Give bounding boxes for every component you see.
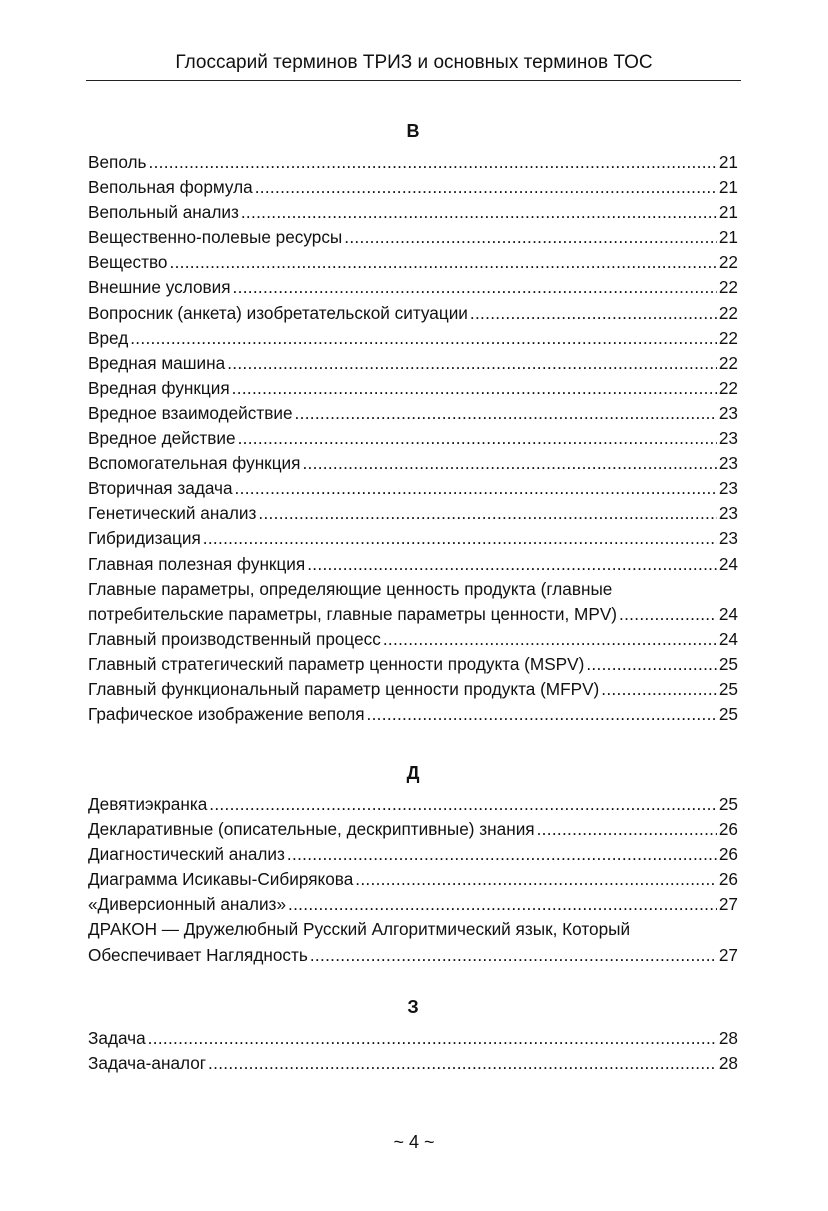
toc-entry-page: 23: [718, 402, 738, 423]
toc-entry-label: Вспомогательная функция: [88, 453, 301, 474]
toc-entry-page: 24: [718, 628, 738, 649]
toc-entry[interactable]: [88, 301, 738, 326]
dot-leader: [130, 326, 717, 351]
toc-entry[interactable]: [88, 401, 738, 426]
toc-entry[interactable]: [88, 501, 738, 526]
dot-leader: [208, 1051, 717, 1076]
toc-entry-page: 26: [718, 844, 738, 865]
toc-entry[interactable]: [88, 817, 738, 842]
toc-entry[interactable]: [88, 175, 738, 200]
toc-entry-page: 24: [718, 603, 738, 624]
toc-entry[interactable]: [88, 451, 738, 476]
dot-leader: [233, 275, 717, 300]
dot-leader: [310, 943, 717, 968]
toc-entry-label: Вредная функция: [88, 377, 230, 398]
toc-entry[interactable]: [88, 526, 738, 551]
dot-leader: [238, 426, 717, 451]
dot-leader: [287, 842, 717, 867]
toc-entry-page: 24: [718, 553, 738, 574]
toc-entry-page: 23: [718, 428, 738, 449]
toc-entry-label: Вопросник (анкета) изобретательской ситуации: [88, 302, 468, 323]
toc-entry-label: потребительские параметры, главные параметры ценности, MPV): [88, 603, 618, 624]
toc-entry-page: 27: [718, 894, 738, 915]
toc-entry-page: 23: [718, 528, 738, 549]
dot-leader: [258, 501, 716, 526]
dot-leader: [355, 867, 717, 892]
toc-entry-page: 22: [718, 252, 738, 273]
dot-leader: [302, 451, 716, 476]
toc-entry[interactable]: [88, 917, 738, 967]
dot-leader: [232, 376, 717, 401]
dot-leader: [470, 301, 717, 326]
toc-entry-page: 25: [718, 653, 738, 674]
toc-entry-page: 22: [718, 352, 738, 373]
toc-entry-page: 22: [718, 302, 738, 323]
toc-entry[interactable]: [88, 426, 738, 451]
toc-entry[interactable]: [88, 150, 738, 175]
toc-entry-label-line1: ДРАКОН — Дружелюбный Русский Алгоритмический язык, Который: [88, 919, 631, 940]
dot-leader: [241, 200, 717, 225]
toc-entry[interactable]: [88, 250, 738, 275]
toc-entry[interactable]: [88, 577, 738, 627]
toc-entry-label: Вторичная задача: [88, 478, 233, 499]
toc-entry-page: 25: [718, 704, 738, 725]
toc-entry-page: 21: [718, 152, 738, 172]
toc-entry-page: 26: [718, 869, 738, 890]
toc-entry-label: Вредное взаимодействие: [88, 402, 293, 423]
dot-leader: [149, 150, 717, 175]
section-v: [88, 120, 738, 727]
toc-entry-page: 21: [718, 227, 738, 248]
toc-entry-page: 27: [718, 944, 738, 965]
toc-entry-label: Девятиэкранка: [88, 794, 208, 814]
dot-leader: [586, 652, 717, 677]
toc-entry-page: 22: [718, 327, 738, 348]
toc-entry-label: Графическое изображение веполя: [88, 704, 365, 725]
section-letter: Д: [406, 763, 420, 783]
toc-entry-label: Главный производственный процесс: [88, 628, 381, 649]
toc-entry[interactable]: [88, 275, 738, 300]
running-header: Глоссарий терминов ТРИЗ и основных терминов ТОС: [175, 52, 653, 73]
toc-entry-page: 21: [718, 202, 738, 223]
toc-entry-label: Вещество: [88, 252, 168, 273]
toc-entry-label: Генетический анализ: [88, 503, 257, 524]
toc-entry[interactable]: [88, 326, 738, 351]
toc-entry-page: 21: [718, 177, 738, 198]
dot-leader: [209, 792, 717, 817]
dot-leader: [601, 677, 717, 702]
dot-leader: [383, 627, 717, 652]
toc-entry-label: Главный стратегический параметр ценности продукта (MSPV): [88, 653, 585, 674]
toc-entry-label: Внешние условия: [88, 277, 231, 298]
toc-entry-page: 23: [718, 478, 738, 499]
page-number: ~ 4 ~: [393, 1132, 435, 1152]
toc-entry-label: «Диверсионный анализ»: [88, 894, 287, 915]
section-letter: З: [407, 997, 419, 1017]
toc-entry-label: Вещественно-полевые ресурсы: [88, 227, 343, 248]
toc-entry[interactable]: [88, 552, 738, 577]
dot-leader: [619, 602, 717, 627]
toc-entry[interactable]: [88, 225, 738, 250]
toc-entry-label: Задача-аналог: [88, 1053, 207, 1074]
dot-leader: [170, 250, 717, 275]
header-rule: [86, 80, 741, 81]
toc-entry-label-line1: Главные параметры, определяющие ценность продукта (главные: [88, 578, 613, 599]
toc-entry-label: Диаграмма Исикавы-Сибирякова: [88, 869, 354, 890]
dot-leader: [227, 351, 717, 376]
toc-entry[interactable]: [88, 1026, 738, 1051]
toc-entry[interactable]: [88, 652, 738, 677]
dot-leader: [288, 892, 717, 917]
dot-leader: [367, 702, 717, 727]
toc-entry-label: Веполь: [88, 152, 147, 172]
section-z: [88, 996, 738, 1076]
dot-leader: [344, 225, 717, 250]
toc-entry-label: Вепольная формула: [88, 177, 253, 198]
toc-entry-page: 28: [718, 1028, 738, 1048]
dot-leader: [537, 817, 717, 842]
section-d: [88, 762, 738, 968]
toc-entry[interactable]: [88, 892, 738, 917]
toc-entry[interactable]: [88, 867, 738, 892]
toc-entry[interactable]: [88, 200, 738, 225]
toc-entry-page: 25: [718, 678, 738, 699]
toc-entry-label: Диагностический анализ: [88, 844, 285, 865]
toc-entry-page: 22: [718, 377, 738, 398]
section-letter: В: [406, 121, 420, 141]
toc-entry-label: Гибридизация: [88, 528, 201, 549]
toc-entry[interactable]: [88, 1051, 738, 1076]
toc-entry-label: Главный функциональный параметр ценности продукта (MFPV): [88, 678, 600, 699]
toc-entry[interactable]: [88, 351, 738, 376]
toc-entry-page: 26: [718, 819, 738, 840]
toc-entry-label: Вепольный анализ: [88, 202, 239, 223]
toc-entry[interactable]: [88, 476, 738, 501]
toc-entry[interactable]: [88, 627, 738, 652]
toc-entry-page: 23: [718, 453, 738, 474]
toc-entry-label: Задача: [88, 1028, 146, 1048]
dot-leader: [295, 401, 717, 426]
toc-entry-label: Главная полезная функция: [88, 553, 306, 574]
dot-leader: [148, 1026, 717, 1051]
dot-leader: [203, 526, 717, 551]
toc-entry-page: 25: [718, 794, 738, 814]
dot-leader: [307, 552, 717, 577]
dot-leader: [255, 175, 717, 200]
toc-entry[interactable]: [88, 677, 738, 702]
toc-entry-label: Обеспечивает Наглядность: [88, 944, 308, 965]
toc-entry-page: 28: [718, 1053, 738, 1074]
toc-entry-label: Вред: [88, 327, 129, 348]
dot-leader: [235, 476, 717, 501]
toc-entry[interactable]: [88, 702, 738, 727]
toc-entry-label: Вредная машина: [88, 352, 226, 373]
toc-entry-label: Вредное действие: [88, 428, 236, 449]
toc-entry-label: Декларативные (описательные, дескриптивные) знания: [88, 819, 535, 840]
toc-entry[interactable]: [88, 792, 738, 817]
toc-entry-page: 23: [718, 503, 738, 524]
toc-entry[interactable]: [88, 376, 738, 401]
toc-entry-page: 22: [718, 277, 738, 298]
toc-entry[interactable]: [88, 842, 738, 867]
